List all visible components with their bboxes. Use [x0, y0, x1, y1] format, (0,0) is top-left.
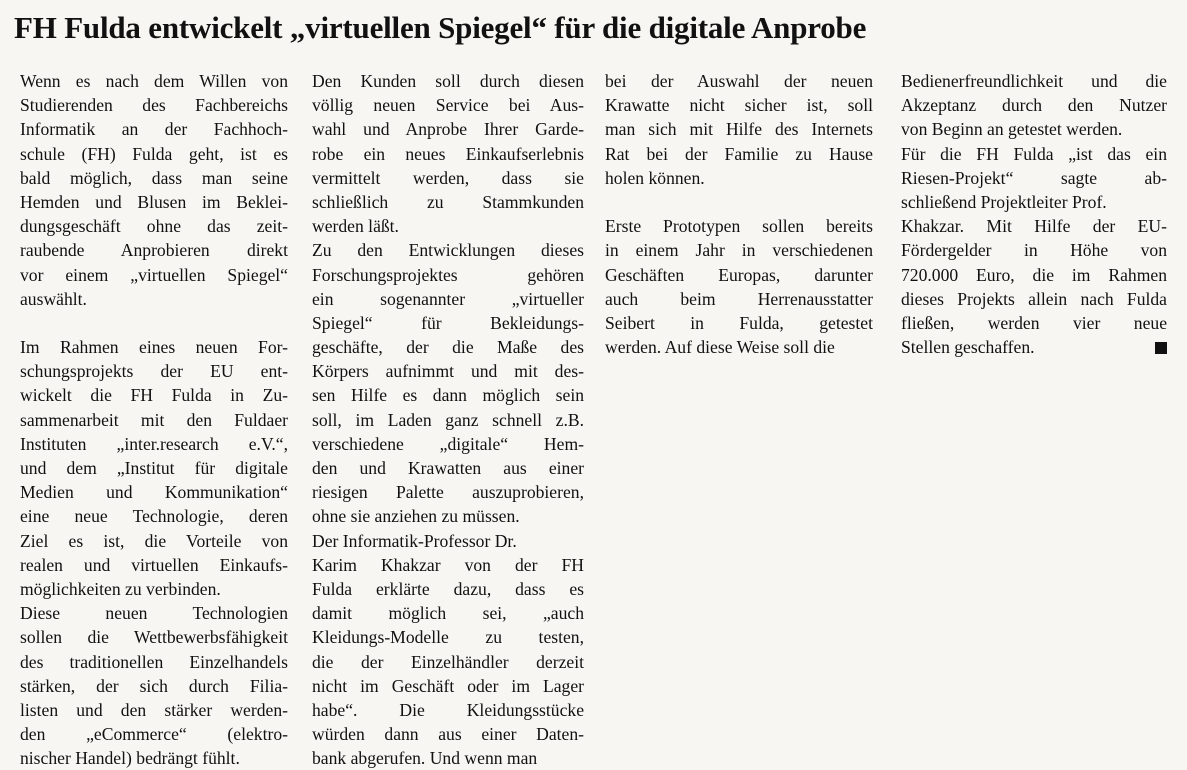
text-line: in einem Jahr in verschiedenen — [605, 240, 873, 261]
text-line: listen und den stärker werden- — [20, 699, 288, 720]
text-line: Hemden und Blusen im Beklei- — [20, 191, 288, 212]
text-line: Forschungsprojektes gehören — [312, 264, 584, 285]
text-line: Riesen-Projekt“ sagte ab- — [901, 167, 1167, 188]
text-line: werden. Auf diese Weise soll die — [605, 337, 835, 358]
end-of-article-mark — [1155, 342, 1167, 354]
text-line: fließen, werden vier neue — [901, 312, 1167, 333]
text-line: dungsgeschäft ohne das zeit- — [20, 216, 288, 237]
article-column-3 — [605, 69, 873, 359]
text-line: vor einem „virtuellen Spiegel“ — [20, 264, 288, 285]
text-line: Den Kunden soll durch diesen — [312, 71, 584, 91]
text-line: Körpers aufnimmt und mit des- — [312, 361, 584, 382]
text-line: ein sogenannter „virtueller — [312, 288, 584, 309]
text-line: raubende Anprobieren direkt — [20, 240, 288, 261]
text-line: Spiegel“ für Bekleidungs- — [312, 312, 584, 333]
text-line: Akzeptanz durch den Nutzer — [901, 95, 1167, 116]
text-line: Studierenden des Fachbereichs — [20, 95, 288, 116]
text-line: den und Krawatten aus einer — [312, 458, 584, 478]
text-line: nischer Handel) bedrängt fühlt. — [20, 748, 240, 769]
text-line: wickelt die FH Fulda in Zu- — [20, 385, 288, 406]
text-line: Fulda erklärte dazu, dass es — [312, 578, 584, 599]
text-line: Medien und Kommunikation“ — [20, 482, 288, 503]
text-line: würden dann aus einer Daten- — [312, 724, 584, 745]
text-line: bei der Auswahl der neuen — [605, 71, 873, 91]
text-line: ohne sie anziehen zu müssen. — [312, 506, 520, 527]
text-line: dieses Projekts allein nach Fulda — [901, 288, 1167, 309]
paragraph-gap — [20, 311, 288, 335]
text-line: Rat bei der Familie zu Hause — [605, 143, 873, 164]
text-line: verschiedene „digitale“ Hem- — [312, 433, 584, 454]
text-line: den „eCommerce“ (elektro- — [20, 724, 288, 745]
text-line: bald möglich, dass man seine — [20, 167, 288, 188]
text-line: sen Hilfe es dann möglich sein — [312, 385, 584, 406]
text-line: holen können. — [605, 167, 705, 188]
text-line: Für die FH Fulda „ist das ein — [901, 143, 1167, 164]
text-line: Wenn es nach dem Willen von — [20, 71, 288, 91]
text-line: schließend Projektleiter Prof. — [901, 191, 1107, 212]
text-line: des traditionellen Einzelhandels — [20, 651, 288, 672]
text-line: Stellen geschaffen. — [901, 335, 1167, 359]
text-line: eine neue Technologie, deren — [20, 506, 288, 527]
text-line: Geschäften Europas, darunter — [605, 264, 873, 285]
text-line: von Beginn an getestet werden. — [901, 119, 1123, 140]
text-line: auch beim Herrenausstatter — [605, 288, 873, 309]
text-line: Krawatte nicht sicher ist, soll — [605, 95, 873, 116]
text-line: Informatik an der Fachhoch- — [20, 119, 288, 140]
text-line: Fördergelder in Höhe von — [901, 240, 1167, 261]
text-line: nicht im Geschäft oder im Lager — [312, 675, 584, 696]
text-line: schungsprojekts der EU ent- — [20, 361, 288, 382]
article-column-4 — [901, 69, 1167, 359]
text-line: sollen die Wettbewerbsfähigkeit — [20, 627, 288, 648]
paragraph-gap — [605, 190, 873, 214]
article-column-2 — [312, 69, 584, 770]
text-line: sammenarbeit mit den Fuldaer — [20, 409, 288, 430]
text-line: wahl und Anprobe Ihrer Garde- — [312, 119, 584, 140]
text-line: soll, im Laden ganz schnell z.B. — [312, 409, 584, 430]
text-line: riesigen Palette auszuprobieren, — [312, 482, 584, 503]
text-line: Diese neuen Technologien — [20, 603, 288, 624]
text-line: vermittelt werden, dass sie — [312, 167, 584, 188]
text-line: Instituten „inter.research e.V.“, — [20, 433, 288, 454]
text-line: man sich mit Hilfe des Internets — [605, 119, 873, 140]
text-line: damit möglich sei, „auch — [312, 603, 584, 624]
text-line: habe“. Die Kleidungsstücke — [312, 699, 584, 720]
text-line: Seibert in Fulda, getestet — [605, 312, 873, 333]
text-line: robe ein neues Einkaufserlebnis — [312, 143, 584, 164]
text-line: möglichkeiten zu verbinden. — [20, 578, 221, 599]
text-line: 720.000 Euro, die im Rahmen — [901, 264, 1167, 285]
text-line: Karim Khakzar von der FH — [312, 554, 584, 575]
text-line: die der Einzelhändler derzeit — [312, 651, 584, 672]
text-line: stärken, der sich durch Filia- — [20, 675, 288, 696]
text-line: schule (FH) Fulda geht, ist es — [20, 143, 288, 164]
text-line: Ziel es ist, die Vorteile von — [20, 530, 288, 551]
text-line: werden läßt. — [312, 216, 399, 237]
text-line: völlig neuen Service bei Aus- — [312, 95, 584, 116]
text-line: und dem „Institut für digitale — [20, 458, 288, 478]
text-line: schließlich zu Stammkunden — [312, 191, 584, 212]
text-line: bank abgerufen. Und wenn man — [312, 748, 538, 769]
text-line: Zu den Entwicklungen dieses — [312, 240, 584, 261]
article-headline: FH Fulda entwickelt „virtuellen Spiegel“ für die digitale Anprobe — [14, 10, 867, 45]
text-line: auswählt. — [20, 288, 87, 309]
text-line: Erste Prototypen sollen bereits — [605, 216, 873, 237]
text-line: Khakzar. Mit Hilfe der EU- — [901, 216, 1167, 237]
text-line: realen und virtuellen Einkaufs- — [20, 554, 288, 575]
text-line: Kleidungs-Modelle zu testen, — [312, 627, 584, 648]
text-line: Im Rahmen eines neuen For- — [20, 337, 288, 358]
text-line: Der Informatik-Professor Dr. — [312, 530, 517, 551]
text-line: geschäfte, der die Maße des — [312, 337, 584, 358]
article-column-1 — [20, 69, 288, 770]
text-line: Bedienerfreundlichkeit und die — [901, 71, 1167, 91]
